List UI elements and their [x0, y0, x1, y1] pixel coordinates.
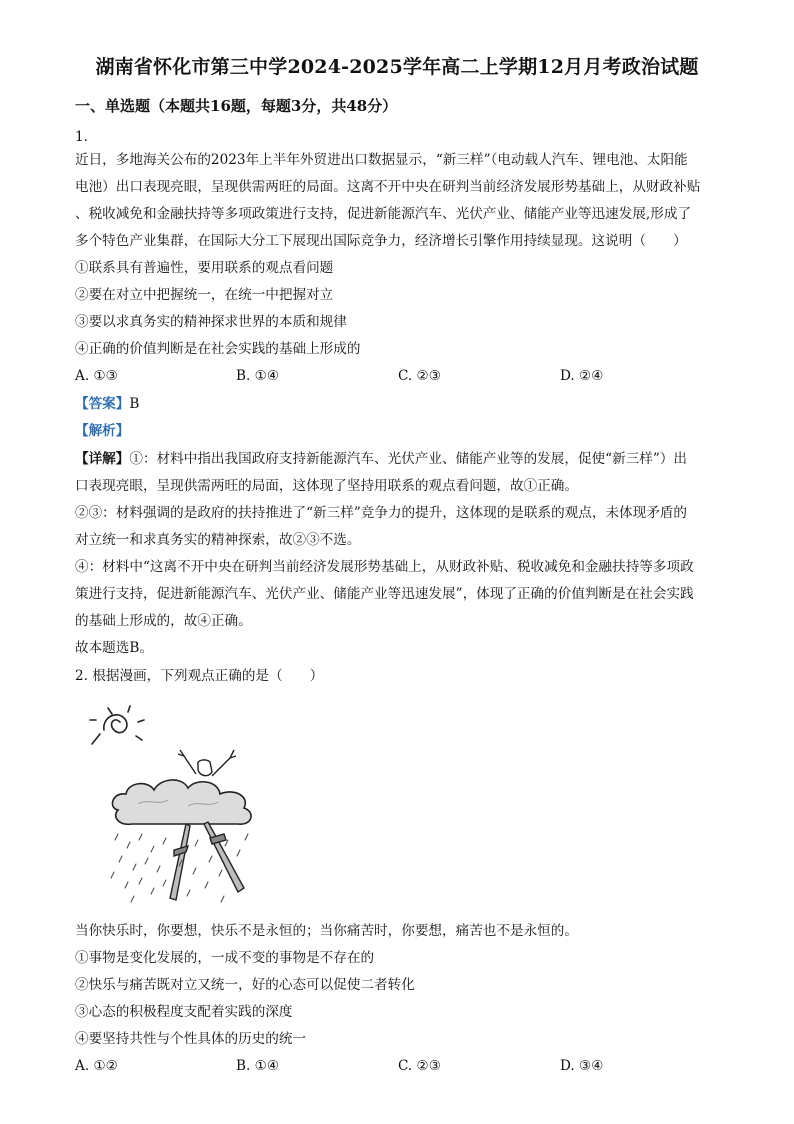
- q1-detail-line: ②③：材料强调的是政府的扶持推进了“新三样”竞争力的提升，这体现的是联系的观点，未体现矛盾的: [75, 505, 688, 521]
- q1-detail-line: ④：材料中“这离不开中央在研判当前经济发展形势基础上，从财政补贴、税收减免和金融扶持等多项政: [75, 559, 694, 575]
- q1-number: 1.: [75, 129, 88, 145]
- detail-label: 【详解】: [75, 451, 130, 467]
- q2-statement: ②快乐与痛苦既对立又统一，好的心态可以促使二者转化: [75, 977, 415, 993]
- q2-option-b: B. ①④: [236, 1058, 280, 1074]
- section-heading: 一、单选题（本题共16题，每题3分，共48分）: [75, 97, 398, 115]
- q1-detail-line: 口表现亮眼，呈现供需两旺的局面，这体现了坚持用联系的观点看问题，故①正确。: [75, 478, 578, 494]
- q2-stem: 2. 根据漫画，下列观点正确的是（ ）: [75, 668, 324, 684]
- sun-icon: [90, 706, 144, 744]
- q1-stem-line: 、税收减免和金融扶持等多项政策进行支持，促进新能源汽车、光伏产业、储能产业等迅速发展,形成了: [75, 206, 692, 222]
- q1-stem-line: 多个特色产业集群，在国际大分工下展现出国际竞争力，经济增长引擎作用持续显现。这说明（ ）: [75, 233, 687, 249]
- q1-stem-line: 电池）出口表现亮眼，呈现供需两旺的局面。这离不开中央在研判当前经济发展形势基础上，从财政补贴: [75, 179, 701, 195]
- q1-option-b: B. ①④: [236, 368, 280, 384]
- q2-option-d: D. ③④: [560, 1058, 604, 1074]
- q1-detail-line: [75, 450, 725, 468]
- q1-statement: ①联系具有普遍性，要用联系的观点看问题: [75, 260, 334, 276]
- q1-detail-line: 的基础上形成的，故④正确。: [75, 613, 252, 629]
- q1-statement: ④正确的价值判断是在社会实践的基础上形成的: [75, 341, 361, 357]
- analysis-label: 【解析】: [75, 423, 130, 439]
- q1-statement: ③要以求真务实的精神探求世界的本质和规律: [75, 314, 347, 330]
- detail-text: ①：材料中指出我国政府支持新能源汽车、光伏产业、储能产业等的发展，促使“新三样”）出: [129, 451, 688, 467]
- q1-stem-line: 近日，多地海关公布的2023年上半年外贸进出口数据显示，“新三样”（电动载人汽车、锂电池、太阳能: [75, 152, 688, 168]
- q1-answer: [75, 395, 725, 413]
- answer-value: B: [129, 396, 140, 412]
- q2-option-c: C. ②③: [398, 1058, 441, 1074]
- q2-statement: ①事物是变化发展的，一成不变的事物是不存在的: [75, 950, 375, 966]
- answer-label: 【答案】: [75, 396, 130, 412]
- q1-detail-line: 策进行支持，促进新能源汽车、光伏产业、储能产业等迅速发展”，体现了正确的价值判断是在社会实践: [75, 586, 694, 602]
- cartoon-illustration: [78, 700, 278, 910]
- person-figure: [178, 750, 236, 776]
- q1-analysis: [75, 422, 725, 440]
- q1-detail-line: 故本题选B。: [75, 640, 153, 656]
- q2-statement: ④要坚持共性与个性具体的历史的统一: [75, 1031, 307, 1047]
- q1-option-a: A. ①③: [75, 368, 118, 384]
- q1-detail-line: 对立统一和求真务实的精神探索，故②③不选。: [75, 532, 361, 548]
- q1-option-d: D. ②④: [560, 368, 604, 384]
- q1-statement: ②要在对立中把握统一，在统一中把握对立: [75, 287, 334, 303]
- q2-caption: 当你快乐时，你要想，快乐不是永恒的；当你痛苦时，你要想，痛苦也不是永恒的。: [75, 923, 578, 939]
- q2-statement: ③心态的积极程度支配着实践的深度: [75, 1004, 293, 1020]
- q1-option-c: C. ②③: [398, 368, 441, 384]
- page-title: 湖南省怀化市第三中学2024-2025学年高二上学期12月月考政治试题: [95, 56, 699, 78]
- cloud-icon: [112, 780, 251, 824]
- q2-option-a: A. ①②: [75, 1058, 118, 1074]
